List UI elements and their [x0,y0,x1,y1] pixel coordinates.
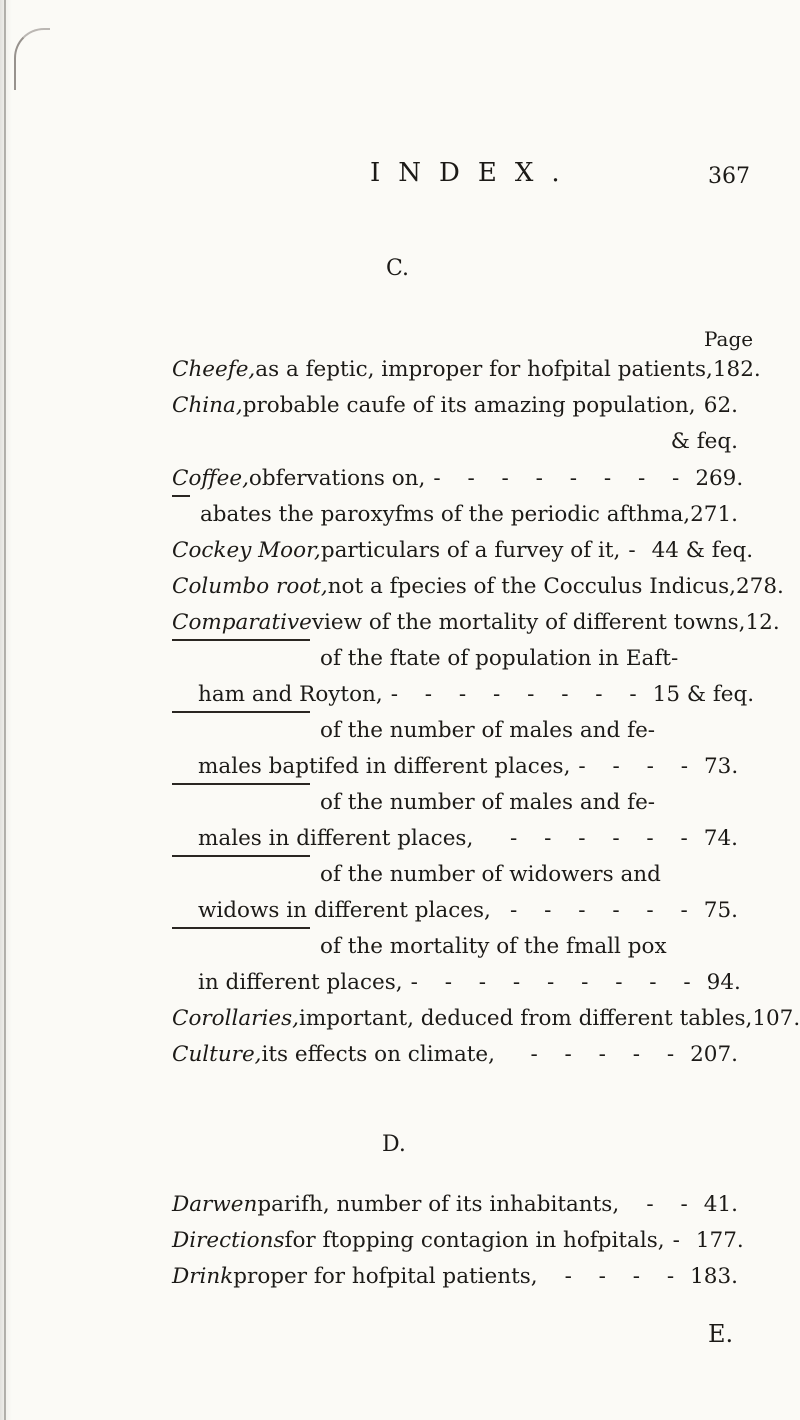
index-entry-comparative-males-baptised [172,713,738,785]
index-entry-corollaries [172,1001,800,1037]
entry-keyword: Columbo root, [172,574,328,599]
entry-keyword: Corollaries, [172,1006,299,1031]
index-entry-cheefe [172,352,761,388]
entry-text: probable caufe of its amazing population, [242,393,696,418]
index-entry-coffee [172,461,744,497]
entry-text: particulars of a furvey of it, [320,538,621,563]
entry-page: 182. [712,357,761,382]
entry-page: 107. [752,1006,800,1031]
index-entry-darwen [172,1187,738,1223]
entry-leader: - - - - - - - - - [410,970,701,995]
entry-leader: - - - - - [530,1042,685,1067]
ditto-rule [172,495,190,531]
entry-continuation: males in different places, [198,826,474,851]
entry-page: 177. [695,1228,744,1253]
entry-page: 94. [706,970,741,995]
entry-keyword: Comparative [172,610,312,635]
entry-text: proper for hofpital patients, [233,1264,538,1289]
entry-leader: - - [646,1192,698,1217]
index-entry-directions [172,1223,744,1259]
entry-leader: - - - - - - - - [390,682,647,707]
index-entry-comparative-males [172,785,738,857]
entry-leader: - [628,538,646,563]
entry-leader: - [672,1228,690,1253]
ditto-rule [172,855,310,891]
entry-keyword: Culture, [172,1042,262,1067]
entry-text: important, deduced from different tables, [298,1006,753,1031]
entry-page: 75. [703,898,738,923]
index-entry-drink [172,1259,738,1295]
entry-text: its effects on climate, [261,1042,495,1067]
entry-page: 278. [736,574,784,599]
entry-page: 41. [703,1192,738,1217]
entry-leader: - - - - - - - - [433,466,690,491]
entry-text: abates the paroxyfms of the periodic afthma, [199,502,691,527]
entry-keyword: China, [172,393,243,418]
page-column-label: Page [704,327,754,351]
index-entry-culture [172,1037,738,1073]
index-entry-coffee-sub [172,497,738,533]
entry-text: view of the mortality of different towns, [311,610,746,635]
catchword: E. [708,1320,734,1348]
section-letter-d: D. [382,1132,406,1157]
ditto-rule [172,639,310,675]
entry-continuation: in different places, [198,970,403,995]
entry-page: 74. [703,826,738,851]
entry-page: 183. [690,1264,738,1289]
entry-keyword: Directions [172,1228,285,1253]
index-entry-china [172,388,738,460]
corner-mark [14,28,50,90]
entry-text: as a feptic, improper for hofpital patients, [255,357,713,382]
index-entry-comparative [172,605,780,641]
entry-leader: - - - - [578,754,698,779]
entry-text: for ftopping contagion in hofpitals, [284,1228,665,1253]
entry-page: 271. [690,502,738,527]
running-title: INDEX. [370,158,578,188]
index-entry-cockey-moor [172,533,754,569]
entry-page: 62. [703,393,738,418]
entry-keyword: Darwen [172,1192,258,1217]
entry-text: not a fpecies of the Cocculus Indicus, [327,574,736,599]
page-edge-shadow [4,0,6,1420]
ditto-rule [172,711,310,747]
index-entry-comparative-widowers [172,857,738,929]
entry-text: parifh, number of its inhabitants, [257,1192,620,1217]
entry-page: 44 & feq. [651,538,754,563]
entry-text: of the number of widowers and [320,862,661,887]
entry-keyword: Coffee, [172,466,249,491]
entry-continuation: & feq. [670,429,738,454]
ditto-rule [172,783,310,819]
entry-text: of the number of males and fe- [320,790,656,815]
entry-leader: - - - - - - [510,898,698,923]
entry-text: of the mortality of the fmall pox [320,934,667,959]
entry-keyword: Cheefe, [172,357,256,382]
entry-page: 207. [690,1042,738,1067]
entry-page: 269. [695,466,744,491]
entry-leader: - - - - - - [510,826,698,851]
entry-continuation: ham and Royton, [198,682,383,707]
entry-page: 12. [745,610,780,635]
entry-text: obfervations on, [248,466,426,491]
entry-keyword: Drink [172,1264,234,1289]
entry-leader: - - - - [564,1264,685,1289]
entry-page: 73. [703,754,739,779]
page-number: 367 [708,164,750,189]
ditto-rule [172,927,310,963]
entry-keyword: Cockey Moor, [172,538,321,563]
entry-text: of the number of males and fe- [320,718,656,743]
entry-text: of the ftate of population in Eaft- [320,646,679,671]
index-entry-columbo-root [172,569,784,605]
index-entry-comparative-small-pox [172,929,741,1001]
index-entry-comparative-population [172,641,755,713]
entry-continuation: widows in different places, [198,898,491,923]
entry-continuation: males baptifed in different places, [198,754,571,779]
section-letter-c: C. [386,256,410,281]
entry-page: 15 & feq. [652,682,755,707]
